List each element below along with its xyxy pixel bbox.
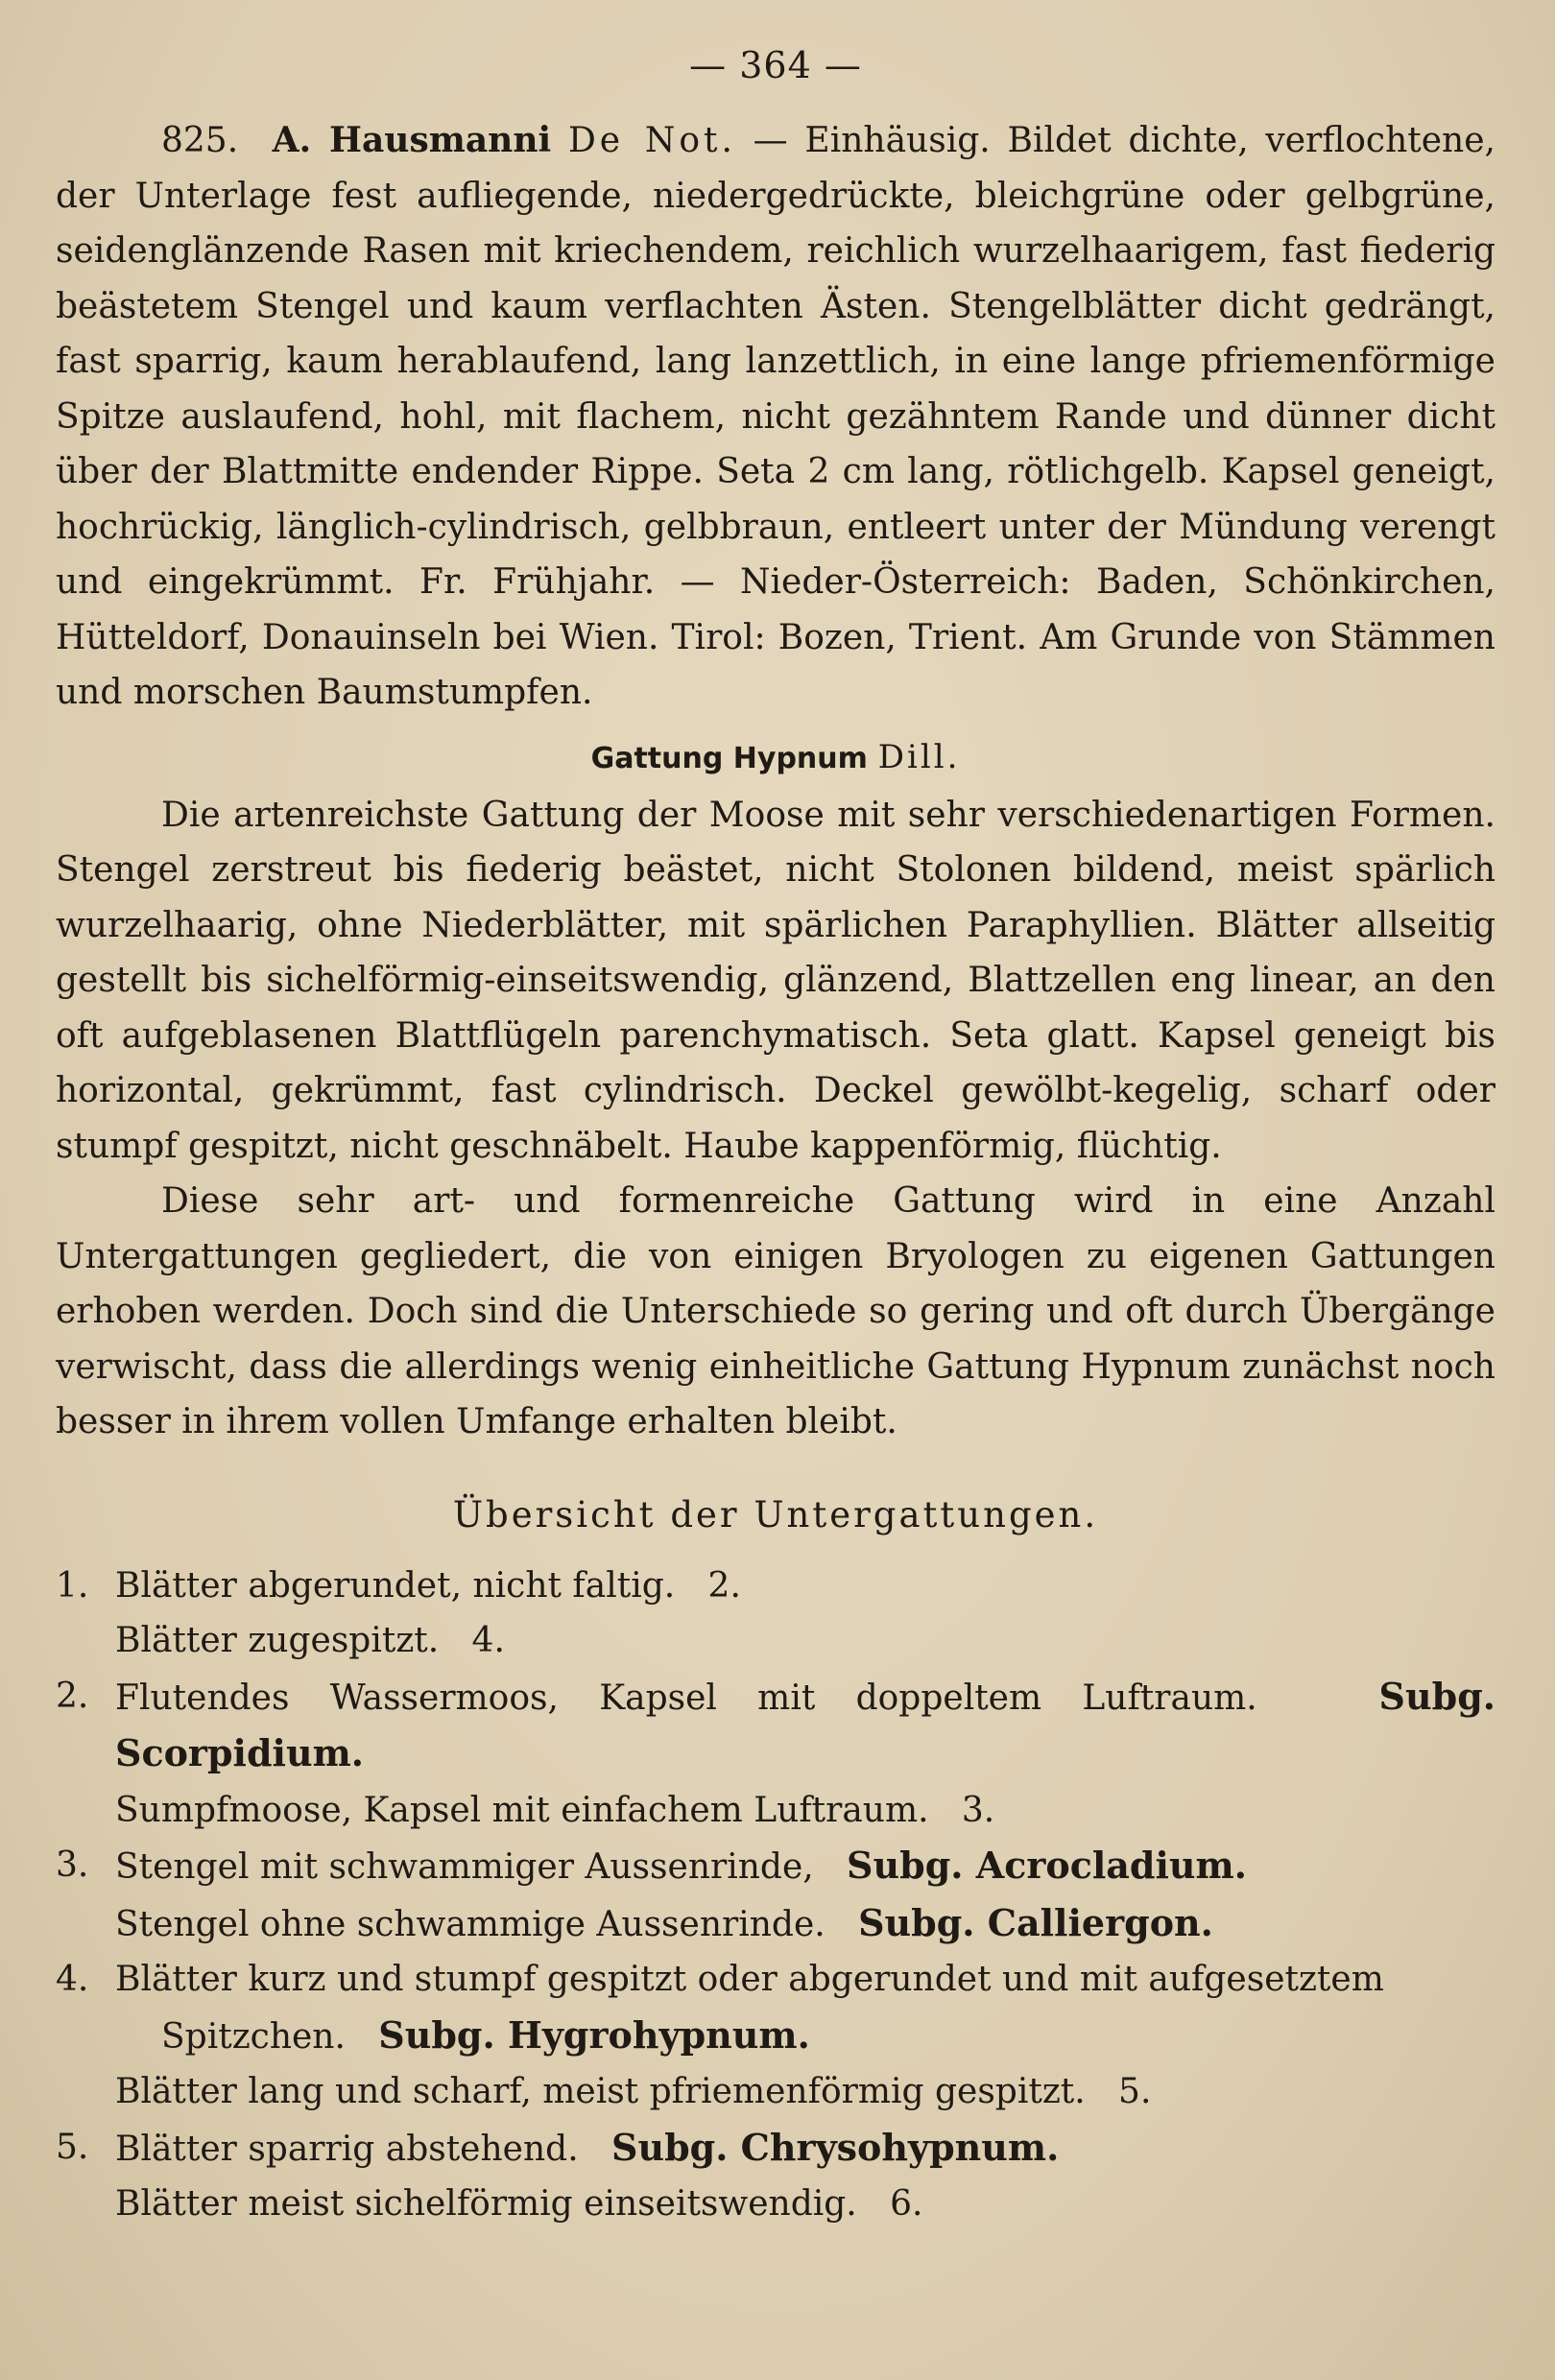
key-number: 3.	[56, 1845, 89, 1885]
key-subgenus: Subg. Calliergon.	[858, 1900, 1213, 1944]
key-text: Spitzchen.	[161, 2016, 346, 2057]
key-text: Blätter sparrig abstehend.	[115, 2129, 579, 2169]
key-line-4b	[56, 2064, 1495, 2120]
species-name: A. Hausmanni	[272, 120, 552, 160]
genus-name: Gattung Hypnum	[590, 741, 868, 775]
key-reference: 5.	[1118, 2072, 1152, 2111]
key-text: Stengel mit schwammiger Aussenrinde,	[115, 1847, 814, 1887]
key-line-5b	[56, 2177, 1495, 2232]
key-line-2a	[56, 1669, 1495, 1783]
key-line-1a	[56, 1559, 1495, 1614]
species-entry	[56, 113, 1495, 721]
species-description: — Einhäusig. Bildet dichte, verflochtene, der Unterlage fest aufliegende, niedergedrückte, bleichgrüne oder gelbgrüne, seidenglänzende Rasen mit kriechendem, reichlich wurzelhaarigem, fast fiederig beästetem Stengel und kaum verflachten Ästen. Stengelblätter dicht gedrängt, fast sparrig, kaum herablaufend, lang lanzettlich, in eine lange pfriemenförmige Spitze auslaufend, hohl, mit flachem, nicht gezähntem Rande und dünner dicht über der Blattmitte endender Rippe. Seta 2 cm lang, rötlichgelb. Kapsel geneigt, hochrückig, länglich-cylindrisch, gelbbraun, entleert unter der Mündung verengt und eingekrümmt. Fr. Frühjahr. — Nieder-Österreich: Baden, Schönkirchen, Hütteldorf, Donauinseln bei Wien. Tirol: Bozen, Trient. Am Grunde von Stämmen und morschen Baumstumpfen.	[56, 121, 1495, 712]
key-line-3b	[56, 1895, 1495, 1953]
key-text: Stengel ohne schwammige Aussenrinde.	[115, 1904, 825, 1944]
key-text: Blätter kurz und stumpf gespitzt oder abgerundet und mit aufgesetztem	[115, 1960, 1384, 1999]
key-subgenus: Subg. Chrysohypnum.	[611, 2125, 1060, 2169]
key-line-3a	[56, 1838, 1495, 1895]
key-text: Flutendes Wassermoos, Kapsel mit doppeltem Luftraum.	[115, 1678, 1257, 1718]
key-text: Sumpfmoose, Kapsel mit einfachem Luftraum.	[115, 1790, 929, 1830]
key-text: Blätter meist sichelförmig einseitswendig.	[115, 2184, 857, 2224]
key-reference: 4.	[471, 1621, 505, 1660]
key-line-5a	[56, 2120, 1495, 2178]
overview-title: Übersicht der Untergattungen.	[452, 1493, 1099, 1535]
species-author: De Not.	[567, 121, 736, 160]
page-number: — 364 —	[689, 44, 862, 86]
key-reference: 6.	[890, 2184, 923, 2224]
key-text: Blätter lang und scharf, meist pfriemenförmig gespitzt.	[115, 2072, 1086, 2111]
subgenus-key	[56, 1559, 1495, 2232]
key-text: Blätter abgerundet, nicht faltig.	[115, 1565, 676, 1606]
key-number: 1.	[56, 1565, 89, 1606]
genus-heading	[56, 738, 1495, 776]
species-number: 825.	[161, 121, 239, 160]
key-number: 2.	[56, 1676, 89, 1716]
key-subgenus: Subg. Hygrohypnum.	[378, 2012, 810, 2057]
key-number: 5.	[56, 2127, 89, 2167]
genus-description: Die artenreichste Gattung der Moose mit sehr verschiedenartigen Formen. Stengel zerstreut bis fiederig beästet, nicht Stolonen bildend, meist spärlich wurzelhaarig, ohne Niederblätter, mit spärlichen Paraphyllien. Blätter allseitig gestellt bis sichelförmig-einseitswendig, glänzend, Blattzellen eng linear, an den oft aufgeblasenen Blattflügeln parenchymatisch. Seta glatt. Kapsel geneigt bis horizontal, gekrümmt, fast cylindrisch. Deckel gewölbt-kegelig, scharf oder stumpf gespitzt, nicht geschnäbelt. Haube kappenförmig, flüchtig.	[56, 795, 1495, 1166]
key-line-4a	[56, 1952, 1495, 2008]
key-number: 4.	[56, 1960, 89, 1999]
genus-note: Diese sehr art- und formenreiche Gattung wird in eine Anzahl Untergattungen gegliedert, die von einigen Bryologen zu eigenen Gattungen erhoben werden. Doch sind die Unterschiede so gering und oft durch Übergänge verwischt, dass die allerdings wenig einheitliche Gattung Hypnum zunächst noch besser in ihrem vollen Umfange erhalten bleibt.	[56, 1181, 1495, 1441]
key-line-4a-cont	[56, 2008, 1495, 2065]
genus-author: Dill.	[877, 737, 961, 776]
key-reference: 3.	[961, 1790, 995, 1830]
key-line-1b	[56, 1613, 1495, 1669]
key-subgenus: Subg. Acrocladium.	[847, 1844, 1247, 1887]
key-line-2b	[56, 1783, 1495, 1839]
key-text: Blätter zugespitzt.	[115, 1621, 440, 1660]
key-subgenus: Subg. Scorpidium.	[115, 1674, 1495, 1774]
key-reference: 2.	[707, 1565, 741, 1606]
